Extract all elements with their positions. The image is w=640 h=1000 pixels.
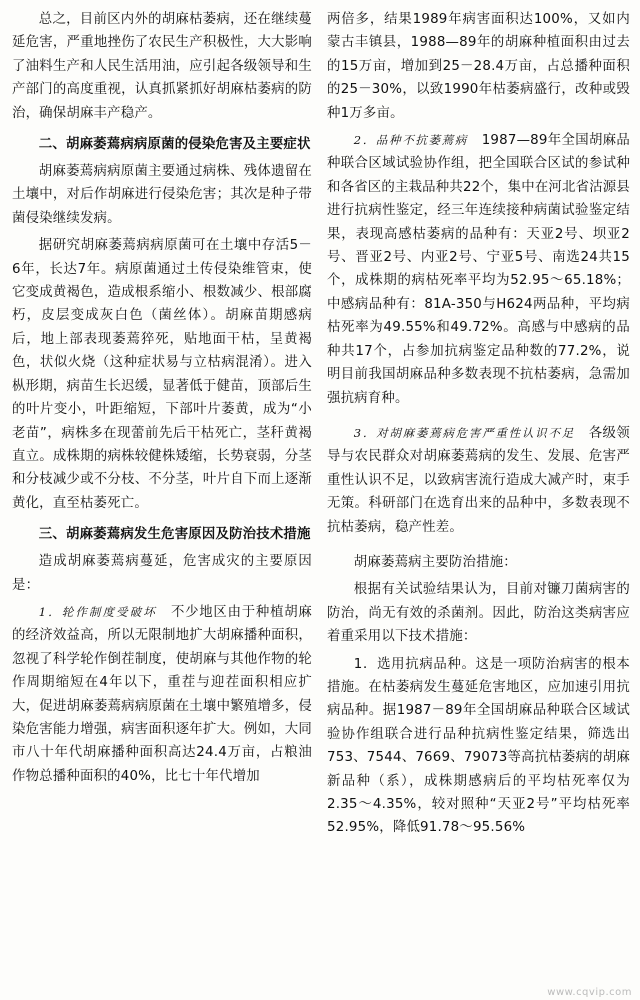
section-heading-3: 三、胡麻萎蔫病发生危害原因及防治技术措施 <box>38 527 311 543</box>
watermark: www.cqvip.com <box>547 987 632 998</box>
paragraph-causes-intro: 造成胡麻萎蔫病蔓延，危害成灾的主要原因是： <box>12 554 312 593</box>
subsection-text: 1987—89年全国胡麻品种联合区域试验协作组，把全国联合区试的参试种和各省区的主栽品种共22个，集中在河北省沽源县进行抗病性鉴定，经三年连续接种病菌试验鉴定结果，表现高感枯萎病的品种有：天亚2号、坝亚2号、晋亚2号、内亚2号、宁亚5号、南选24共15个，成株期的病枯死率平均为52.95～65.18%；中感病品种有：81A-350与H624两品种，平均病枯死率为49.55%和49.72%。高感与中感病的品种共17个，占参加抗病鉴定品种数的77.2%，说明目前我国胡麻品种多数表现不抗枯萎病，急需加强抗病育种。 <box>327 133 631 406</box>
paragraph-measures-title: 胡麻萎蔫病主要防治措施： <box>353 554 517 570</box>
paragraph-infection-source: 胡麻萎蔫病病原菌主要通过病株、残体遗留在土壤中，对后作胡麻进行侵染危害；其次是种子带菌侵染继续发病。 <box>12 164 312 226</box>
subsection-rotation <box>12 601 312 788</box>
paragraph-measures-basis: 根据有关试验结果认为，目前对镰刀菌病害的防治，尚无有效的杀菌剂。因此，防治这类病害应着重采用以下技术措施： <box>327 582 630 645</box>
section-heading-2: 二、胡麻萎蔫病病原菌的侵染危害及主要症状 <box>38 137 311 153</box>
right-column <box>327 8 630 840</box>
subsection-text: 不少地区由于种植胡麻的经济效益高，所以无限制地扩大胡麻播种面积，忽视了科学轮作倒茬制度，使胡麻与其他作物的轮作周期缩短在4年以下，重茬与迎茬面积相应扩大，促进胡麻萎蔫病病原菌在土壤中繁殖增多，侵染危害能力增强，病害面积逐年扩大。例如，大同市八十年代胡麻播种面积高达24.4万亩，占粮油作物总播种面积的40%，比七十年代增加 <box>12 604 312 784</box>
paragraph-summary: 总之，目前区内外的胡麻枯萎病，还在继续蔓延危害，严重地挫伤了农民生产积极性，大大影响了油料生产和人民生活用油，应引起各级领导和生产部门的高度重视，认真抓紧抓好胡麻枯萎病的防治，确保胡麻丰产稳产。 <box>12 12 312 121</box>
subsection-label: 3．对胡麻萎蔫病危害严重性认识不足 <box>353 425 575 440</box>
left-column <box>12 8 312 788</box>
paragraph-continuation: 两倍多，结果1989年病害面积达100%，又如内蒙古丰镇县，1988—89年的胡麻种植面积由过去的15万亩，增加到25－28.4万亩，占总播种面积的25－30%，以致1990年枯萎病盛行，改种或毁种1万多亩。 <box>327 12 630 121</box>
paragraph-symptoms: 据研究胡麻萎蔫病病原菌可在土壤中存活5－6年，长达7年。病原菌通过土传侵染维管束，使它变成黄褐色，造成根系缩小、根数减少、根部腐朽，皮层变成灰白色（菌丝体）。胡麻苗期感病后，地上部表现萎蔫猝死，贴地面干枯，呈黄褐色，状似火烧（这种症状易与立枯病混淆）。进入枞形期，病苗生长迟缓，显著低于健苗，顶部后生的叶片变小，叶距缩短，下部叶片萎黄，成为“小老苗”，病株多在现蕾前先后干枯死亡，茎秆黄褐直立。成株期的病株较健株矮缩，长势衰弱，分茎和分枝减少或不分枝、不分茎，叶片自下而上逐渐黄化，直至枯萎死亡。 <box>12 238 312 511</box>
paragraph-measure-1: 1．选用抗病品种。这是一项防治病害的根本措施。在枯萎病发生蔓延危害地区，应加速引用抗病品种。据1987－89年全国胡麻品种联合区域试验协作组联合进行品种抗病性鉴定结果，筛选出753、7544、7669、79073等高抗枯萎病的胡麻新品种（系），成株期感病后的平均枯死率仅为2.35～4.35%，较对照种“天亚2号”平均枯死率52.95%，降低91.78～95.56% <box>327 656 630 836</box>
subsection-awareness <box>327 422 630 539</box>
subsection-label: 2．品种不抗萎蔫病 <box>353 133 468 148</box>
subsection-text: 各级领导与农民群众对胡麻萎蔫病的发生、发展、危害严重性认识不足，以致病害流行造成大减产时，束手无策。科研部门在选育出来的品种中，多数表现不抗枯萎病，稳产性差。 <box>327 425 630 535</box>
subsection-label: 1．轮作制度受破坏 <box>38 604 157 619</box>
subsection-variety <box>327 129 630 410</box>
